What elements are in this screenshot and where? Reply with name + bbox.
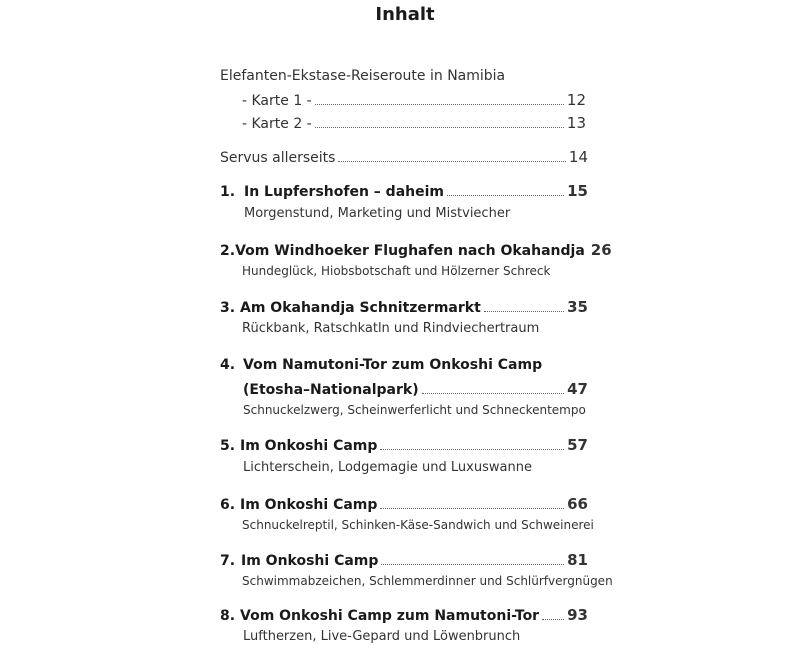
dot-leader bbox=[422, 392, 565, 394]
toc-entry-label: - Karte 2 - bbox=[242, 116, 312, 132]
chapter-subtitle: Rückbank, Ratschkatln und Rindviechertraum bbox=[242, 321, 540, 336]
page-number: 93 bbox=[567, 606, 588, 624]
toc-entry-map-2[interactable] bbox=[242, 114, 586, 132]
chapter-number: 1. bbox=[220, 184, 236, 200]
route-title: Elefanten-Ekstase-Reiseroute in Namibia bbox=[220, 68, 506, 84]
chapter-subtitle: Schnuckelreptil, Schinken-Käse-Sandwich und Schweinerei bbox=[242, 518, 594, 532]
chapter-subtitle: Hundeglück, Hiobsbotschaft und Hölzerner Schreck bbox=[242, 264, 551, 278]
page-title: Inhalt bbox=[375, 4, 435, 25]
chapter-number: 7. bbox=[220, 553, 236, 569]
toc-entry-chapter-3[interactable] bbox=[220, 298, 588, 316]
chapter-number: 2. bbox=[220, 243, 236, 259]
chapter-subtitle: Luftherzen, Live-Gepard und Löwenbrunch bbox=[243, 629, 521, 644]
toc-entry-chapter-8[interactable] bbox=[220, 606, 588, 624]
chapter-subtitle: Lichterschein, Lodgemagie und Luxuswanne bbox=[243, 460, 532, 475]
chapter-title: Am Okahandja Schnitzermarkt bbox=[240, 300, 481, 316]
toc-entry-chapter-4-line-1[interactable] bbox=[220, 357, 542, 373]
dot-leader bbox=[381, 563, 564, 565]
chapter-subtitle: Morgenstund, Marketing und Mistviecher bbox=[244, 206, 511, 221]
page-number: 66 bbox=[567, 495, 588, 513]
dot-leader bbox=[315, 103, 564, 105]
page-number: 12 bbox=[566, 91, 586, 109]
chapter-title: Im Onkoshi Camp bbox=[240, 438, 378, 454]
chapter-title-continued: (Etosha–Nationalpark) bbox=[243, 382, 419, 398]
chapter-number: 5. bbox=[220, 438, 236, 454]
page-number: 15 bbox=[567, 182, 588, 200]
toc-entry-label: Servus allerseits bbox=[220, 150, 336, 166]
toc-entry-chapter-5[interactable] bbox=[220, 436, 588, 454]
dot-leader bbox=[542, 618, 564, 620]
chapter-number: 8. bbox=[220, 608, 236, 624]
toc-entry-chapter-7[interactable] bbox=[220, 551, 588, 569]
dot-leader bbox=[380, 507, 564, 509]
chapter-subtitle: Schnuckelzwerg, Scheinwerferlicht und Schneckentempo bbox=[243, 403, 586, 417]
page-number: 26 bbox=[590, 241, 612, 259]
chapter-number: 6. bbox=[220, 497, 236, 513]
dot-leader bbox=[315, 126, 564, 128]
toc-entry-greeting[interactable] bbox=[220, 148, 588, 166]
toc-entry-label: - Karte 1 - bbox=[242, 93, 312, 109]
chapter-subtitle: Schwimmabzeichen, Schlemmerdinner und Schlürfvergnügen bbox=[242, 574, 613, 588]
chapter-title: Im Onkoshi Camp bbox=[240, 497, 378, 513]
toc-entry-chapter-4-line-2[interactable] bbox=[243, 380, 588, 398]
page-number: 35 bbox=[567, 298, 588, 316]
dot-leader bbox=[484, 310, 564, 312]
toc-entry-chapter-1[interactable] bbox=[220, 182, 588, 200]
toc-entry-chapter-6[interactable] bbox=[220, 495, 588, 513]
page-number: 57 bbox=[567, 436, 588, 454]
chapter-title: Vom Namutoni-Tor zum Onkoshi Camp bbox=[243, 357, 543, 373]
toc-entry-map-1[interactable] bbox=[242, 91, 586, 109]
chapter-title: Vom Onkoshi Camp zum Namutoni-Tor bbox=[240, 608, 540, 624]
page-number: 14 bbox=[568, 148, 588, 166]
page-number: 47 bbox=[567, 380, 588, 398]
chapter-number: 3. bbox=[220, 300, 236, 316]
chapter-title: Im Onkoshi Camp bbox=[241, 553, 379, 569]
page-number: 81 bbox=[567, 551, 588, 569]
chapter-title: Vom Windhoeker Flughafen nach Okahandja bbox=[235, 243, 585, 259]
chapter-number: 4. bbox=[220, 357, 236, 373]
toc-entry-chapter-2[interactable] bbox=[220, 241, 612, 259]
chapter-title: In Lupfershofen – daheim bbox=[244, 184, 444, 200]
dot-leader bbox=[338, 160, 565, 162]
dot-leader bbox=[380, 448, 564, 450]
page-number: 13 bbox=[566, 114, 586, 132]
dot-leader bbox=[447, 194, 564, 196]
